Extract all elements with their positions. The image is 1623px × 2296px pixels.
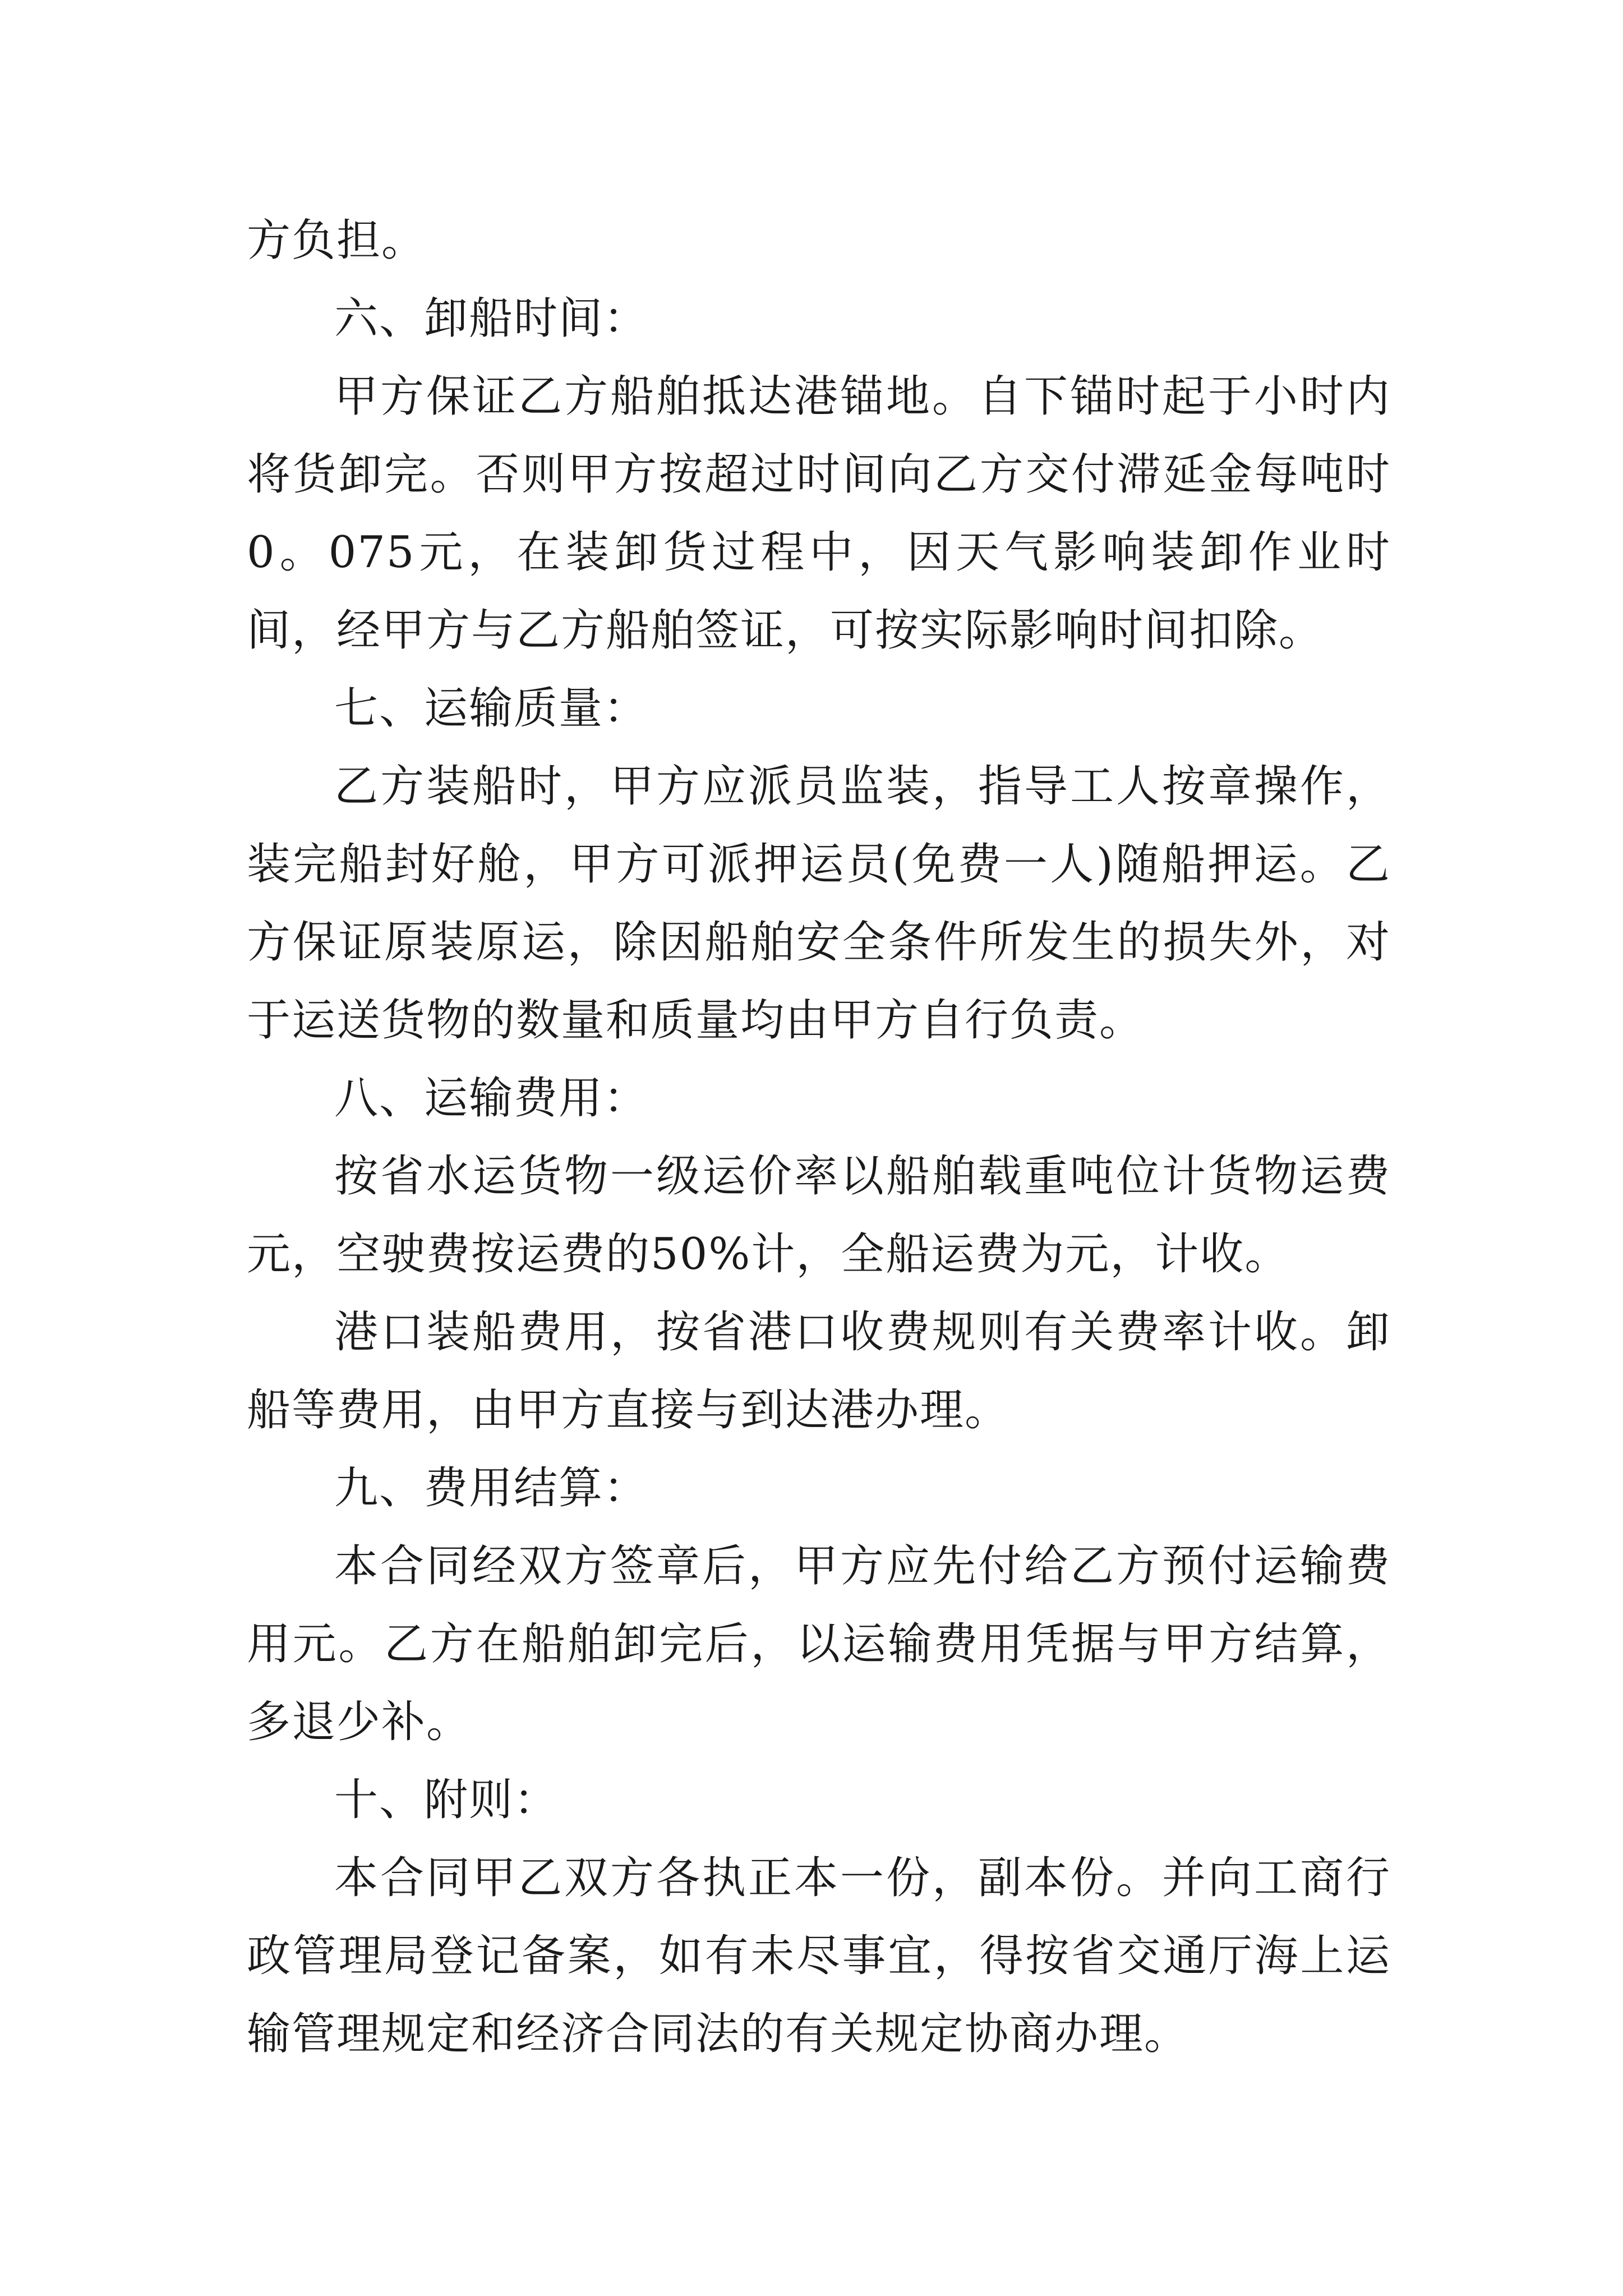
section-heading-transport-quality: 七、运输质量： (334, 683, 649, 734)
paragraph-settlement: 本合同经双方签章后，甲方应先付给乙方预付运输费用元。乙方在船舶卸完后，以运输费用凭据与甲方结算，多退少补。 (247, 1541, 1391, 1747)
paragraph-continuation: 方负担。 (247, 215, 427, 266)
section-heading-settlement: 九、费用结算： (334, 1463, 649, 1513)
paragraph-unloading-time: 甲方保证乙方船舶抵达港锚地。自下锚时起于小时内将货卸完。否则甲方按超过时间向乙方交付滞延金每吨时0。075元，在装卸货过程中，因天气影响装卸作业时间，经甲方与乙方船舶签证，可按实际影响时间扣除。 (247, 371, 1391, 656)
section-heading-supplementary: 十、附则： (334, 1775, 559, 1825)
section-heading-transport-cost: 八、运输费用： (334, 1073, 649, 1124)
paragraph-port-loading-fees: 港口装船费用，按省港口收费规则有关费率计收。卸船等费用，由甲方直接与到达港办理。 (247, 1307, 1391, 1435)
section-heading-unloading-time: 六、卸船时间： (334, 293, 649, 344)
document-body (247, 202, 1391, 2073)
paragraph-supplementary: 本合同甲乙双方各执正本一份，副本份。并向工商行政管理局登记备案，如有未尽事宜，得按省交通厅海上运输管理规定和经济合同法的有关规定协商办理。 (247, 1853, 1391, 2059)
paragraph-transport-quality: 乙方装船时，甲方应派员监装，指导工人按章操作，装完船封好舱，甲方可派押运员(免费一人)随船押运。乙方保证原装原运，除因船舶安全条件所发生的损失外，对于运送货物的数量和质量均由甲方自行负责。 (247, 761, 1391, 1046)
paragraph-transport-cost: 按省水运货物一级运价率以船舶载重吨位计货物运费元，空驶费按运费的50%计，全船运费为元，计收。 (247, 1151, 1391, 1280)
